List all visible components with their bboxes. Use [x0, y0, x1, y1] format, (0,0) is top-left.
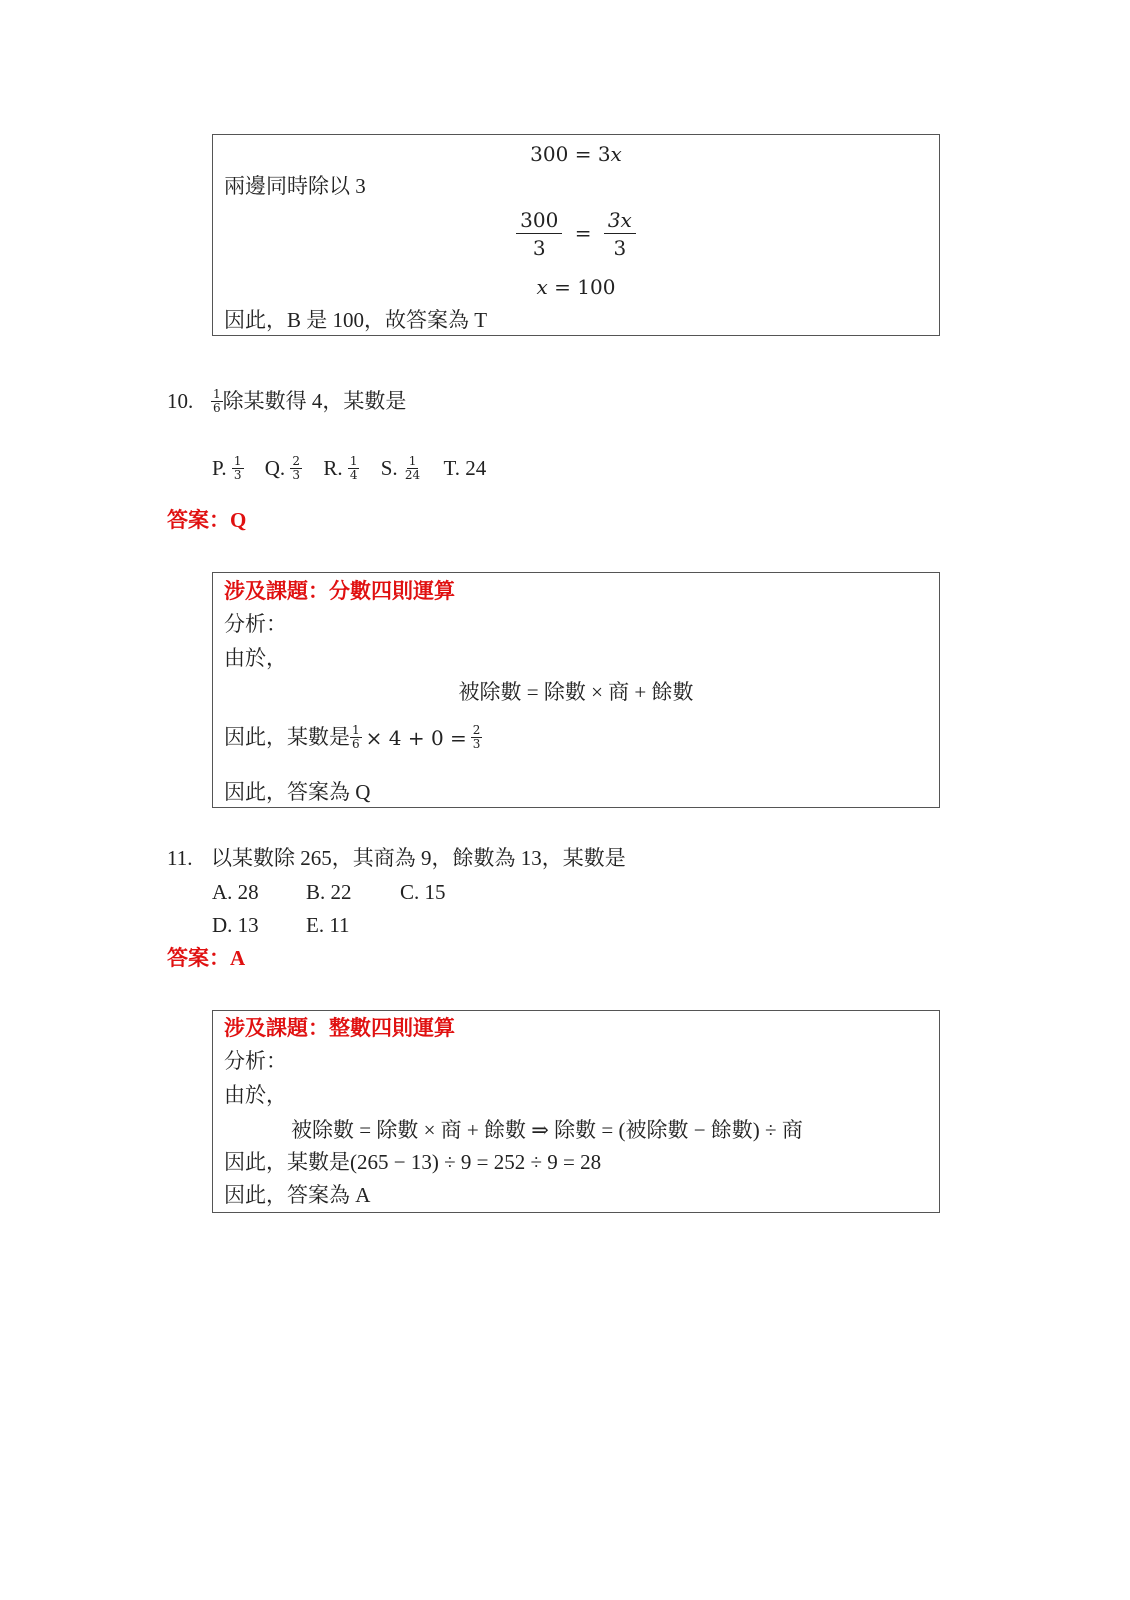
topic-heading: 涉及課題：分數四則運算	[224, 579, 455, 603]
option-p	[212, 455, 244, 482]
solution-box-q11	[212, 1010, 940, 1213]
result-var: x	[536, 275, 548, 299]
fraction-left-denominator: 3	[532, 236, 546, 260]
option-label: P.	[212, 456, 227, 481]
question-fraction-denominator: 6	[213, 401, 221, 416]
question-text: 以某數除 265，其商為 9，餘數為 13，某數是	[211, 846, 626, 870]
option-numerator: 2	[292, 454, 301, 468]
therefore-fraction-denominator: 6	[352, 737, 360, 752]
therefore-fraction	[350, 724, 362, 751]
therefore-result-fraction	[471, 724, 483, 751]
solution-box-q9	[212, 134, 940, 336]
topic-heading: 涉及課題：整數四則運算	[224, 1016, 455, 1040]
option-label: Q.	[264, 456, 286, 481]
question-text: 除某數得 4，某數是	[222, 389, 407, 414]
equals-sign: =	[574, 220, 592, 245]
because-label: 由於，	[224, 1083, 287, 1107]
question-11	[167, 848, 626, 869]
question-fraction	[211, 388, 223, 415]
option-numerator: 1	[349, 454, 358, 468]
option-label: S.	[380, 456, 398, 481]
conclusion-text: 因此，答案為 Q	[224, 780, 371, 804]
option-label: R.	[323, 456, 343, 481]
option-fraction	[290, 455, 302, 482]
equation-1-text: 300 = 3	[530, 142, 611, 166]
result-value: = 100	[547, 275, 616, 299]
question-number: 11.	[167, 846, 193, 870]
because-label: 由於，	[224, 646, 287, 670]
conclusion-text: 因此，答案為 A	[224, 1183, 371, 1207]
option-r	[323, 455, 359, 482]
option-numerator: 1	[233, 454, 242, 468]
formula: 被除數 = 除數 × 商 + 餘數 ⇒ 除數 = (被除數 − 餘數) ÷ 商	[291, 1118, 803, 1142]
formula: 被除數 = 除數 × 商 + 餘數	[458, 680, 694, 704]
therefore-fraction-numerator: 1	[352, 723, 360, 737]
step-text: 兩邊同時除以 3	[224, 174, 366, 198]
option-b: B. 22	[306, 880, 352, 904]
fraction-left-numerator: 300	[516, 209, 562, 234]
option-s	[381, 455, 422, 482]
option-a: A. 28	[212, 880, 259, 904]
therefore-prefix: 因此，某數是	[224, 725, 350, 750]
therefore-expression: × 4 + 0 =	[365, 725, 467, 750]
option-denominator: 24	[404, 468, 421, 483]
fraction-equation	[213, 209, 939, 259]
answer-q10: 答案：Q	[167, 508, 247, 532]
option-d: D. 13	[212, 913, 259, 937]
fraction-left	[516, 209, 562, 259]
equation-result	[213, 277, 939, 297]
question-fraction-numerator: 1	[213, 387, 221, 401]
options-q11-row1	[212, 882, 446, 903]
option-denominator: 3	[292, 468, 301, 483]
question-number: 10.	[167, 389, 194, 414]
option-c: C. 15	[400, 880, 446, 904]
option-e: E. 11	[306, 913, 350, 937]
option-numerator: 1	[408, 454, 417, 468]
option-fraction	[348, 455, 360, 482]
equation-1	[213, 144, 939, 164]
options-q11-row2	[212, 915, 350, 936]
option-denominator: 3	[233, 468, 242, 483]
option-fraction	[403, 455, 422, 482]
option-t: T. 24	[443, 456, 487, 481]
fraction-right-denominator: 3	[613, 236, 627, 260]
option-fraction	[232, 455, 244, 482]
analysis-label: 分析：	[224, 1049, 287, 1073]
equation-1-var: x	[610, 142, 622, 166]
conclusion-text: 因此，B 是 100，故答案為 T	[224, 308, 488, 332]
question-10	[167, 388, 406, 415]
therefore-line: 因此，某數是(265 − 13) ÷ 9 = 252 ÷ 9 = 28	[224, 1150, 602, 1174]
therefore-result-numerator: 2	[472, 723, 481, 737]
fraction-right-numerator: 3x	[604, 209, 636, 234]
option-q	[265, 455, 302, 482]
analysis-label: 分析：	[224, 612, 287, 636]
option-denominator: 4	[349, 468, 358, 483]
options-q10	[212, 455, 502, 482]
therefore-line	[224, 724, 482, 751]
answer-q11: 答案：A	[167, 946, 246, 970]
solution-box-q10	[212, 572, 940, 808]
therefore-result-denominator: 3	[472, 737, 481, 752]
fraction-right	[604, 209, 636, 259]
